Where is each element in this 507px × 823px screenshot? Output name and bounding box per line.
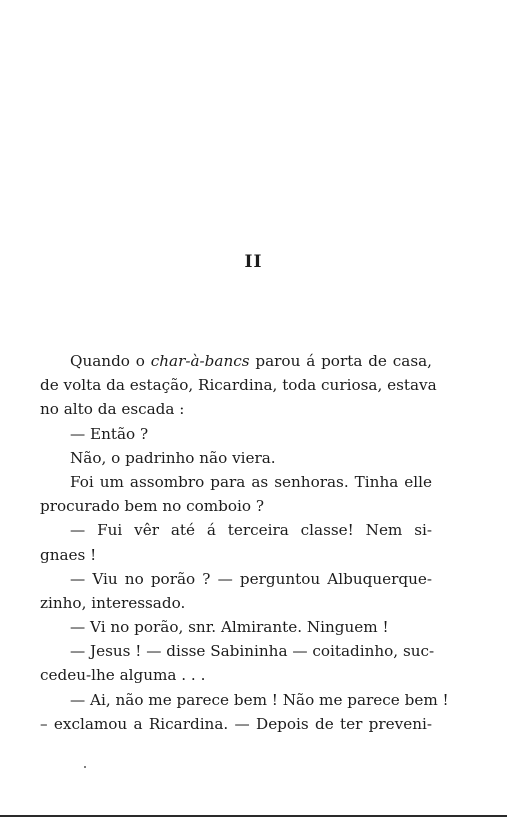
body-text — [40, 349, 449, 736]
text-line — [40, 543, 432, 567]
text-span: — Vi no porão, snr. Almirante. Ninguem ! — [70, 618, 389, 637]
text-span: Não, o padrinho não viera. — [70, 448, 276, 467]
text-line — [40, 446, 432, 470]
text-span: de volta da estação, Ricardina, toda curiosa, estava — [40, 376, 437, 395]
text-line — [40, 470, 432, 494]
text-line — [40, 567, 432, 591]
text-span: Foi um assombro para as senhoras. Tinha elle — [70, 472, 432, 491]
text-line — [40, 663, 432, 687]
page-bottom-edge — [0, 815, 507, 817]
text-line — [40, 518, 432, 542]
text-line — [40, 591, 432, 615]
text-line — [40, 639, 435, 663]
text-span: no alto da escada : — [40, 400, 185, 419]
ink-speck — [84, 766, 86, 768]
text-line — [40, 615, 432, 639]
text-span: zinho, interessado. — [40, 593, 186, 612]
text-line — [40, 373, 437, 397]
text-span: cedeu-lhe alguma . . . — [40, 666, 206, 685]
text-line — [40, 349, 432, 373]
text-span: — Ai, não me parece bem ! Não me parece bem ! — [70, 690, 449, 709]
text-line — [40, 688, 449, 712]
italic-term: char-à-bancs — [150, 352, 250, 370]
chapter-number: II — [244, 252, 263, 272]
text-span: — Então ? — [70, 424, 149, 443]
text-span: Quando o — [70, 352, 151, 370]
text-span: procurado bem no comboio ? — [40, 497, 265, 516]
text-span: — Viu no porão ? — perguntou Albuquerque- — [70, 569, 432, 588]
text-line — [40, 712, 432, 736]
text-span: gnaes ! — [40, 545, 97, 564]
text-span: — Jesus ! — disse Sabininha — coitadinho, suc- — [70, 642, 435, 661]
text-line — [40, 494, 432, 518]
text-span: parou á porta de casa, — [249, 352, 432, 370]
text-line — [40, 397, 432, 421]
text-span: — Fui vêr até á terceira classe! Nem si- — [70, 521, 432, 540]
text-span: – exclamou a Ricardina. — Depois de ter preveni- — [40, 714, 432, 733]
text-line — [40, 422, 432, 446]
